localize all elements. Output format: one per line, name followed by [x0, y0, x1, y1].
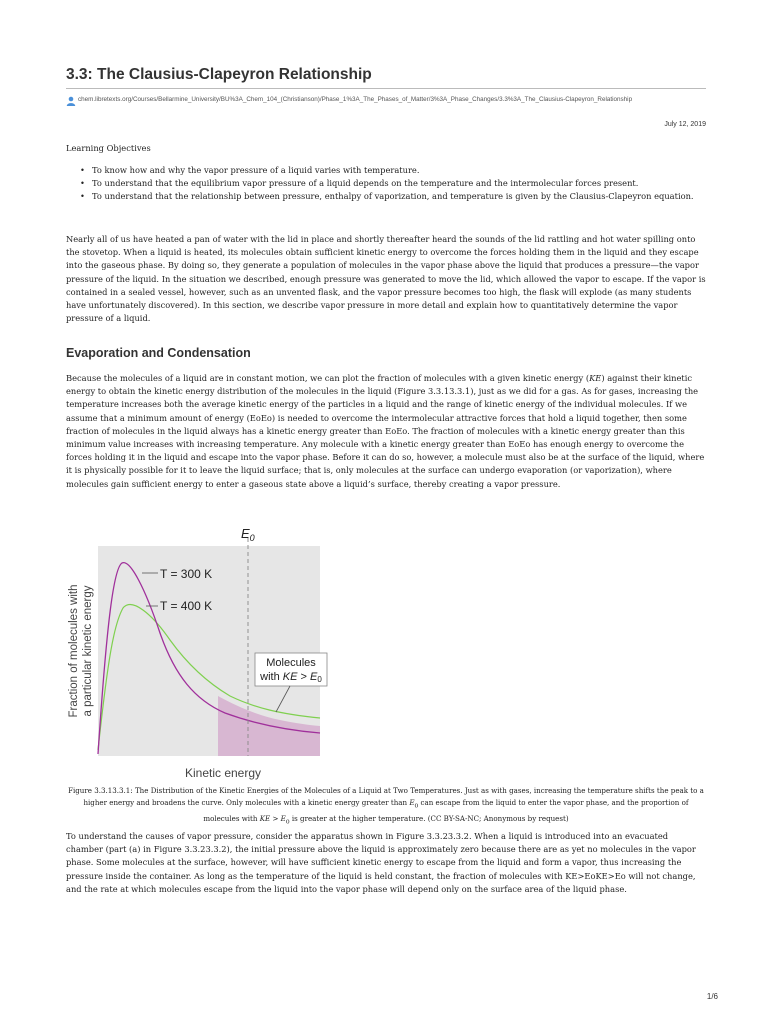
- publish-date: July 12, 2019: [664, 121, 706, 128]
- list-item: • To understand that the relationship between pressure, enthalpy of vaporization, and temperature is given by the Clausius-Clapeyron equation.: [80, 191, 694, 202]
- apparatus-paragraph: To understand the causes of vapor pressure, consider the apparatus shown in Figure 3.3.23.3.2. When a liquid is introduced into an evacuated chamber (part (a) in Figure 3.3.23.3.2), the initial pressure above the liquid is approximately zero because there are as yet no molecules in the vapor phase. Some molecules at the surface, however, will have sufficient kinetic energy to escape from the liquid and form a vapor, thus increasing the pressure inside the container. As long as the temperature of the liquid is held constant, the fraction of molecules with KE>EoKE>Eo will not change, and the rate at which molecules escape from the liquid into the vapor phase will depend only on the surface area of the liquid phase.: [66, 831, 696, 894]
- molecules-box-line2: with KE > E0: [260, 671, 322, 684]
- source-url-link[interactable]: chem.libretexts.org/Courses/Bellarmine_University/BU%3A_Chem_104_(Christianson)/Phase_1%3A_The_Phases_of_Matter/3%3A_Phase_Changes/3.3%3A_The_Clausius-Clapeyron_Relationship: [78, 96, 633, 103]
- person-icon: [66, 96, 76, 106]
- source-row: [66, 95, 706, 105]
- x-axis-label: Kinetic energy: [184, 766, 262, 780]
- section-heading: Evaporation and Condensation: [66, 346, 251, 360]
- y-axis-label-line1: Fraction of molecules with: [68, 584, 80, 718]
- curve-300k-label: T = 300 K: [160, 567, 213, 581]
- page-title: 3.3: The Clausius-Clapeyron Relationship: [66, 66, 372, 83]
- learning-objectives-list: [80, 164, 710, 204]
- title-divider: [66, 88, 706, 89]
- figure-caption: Figure 3.3.13.3.1: The Distribution of the Kinetic Energies of the Molecules of a Liquid at Two Temperatures. Just as with gases, increasing the temperature shifts the peak to a higher energy and broadens the curve. Only molecules with a kinetic energy greater than $E_0$ can escape from the liquid to enter the vapor phase, and the proportion of molecules with KE > $E_0$ is greater at the higher temperature. (CC BY-SA-NC; Anonymous by request): [68, 786, 704, 826]
- list-item: • To understand that the equilibrium vapor pressure of a liquid depends on the temperature and the intermolecular forces present.: [80, 178, 639, 189]
- y-axis-label-line2: a particular kinetic energy: [82, 585, 94, 717]
- intro-paragraph: Nearly all of us have heated a pan of water with the lid in place and shortly thereafter heard the sounds of the lid rattling and hot water spilling onto the stovetop. When a liquid is heated, its molecules obtain sufficient kinetic energy to overcome the forces holding them in the liquid and they escape into the gaseous phase. By doing so, they generate a population of molecules in the vapor phase above the liquid that produces a pressure—the vapor pressure of the liquid. In the situation we described, enough pressure was generated to move the lid, which allowed the vapor to escape. If the vapor is contained in a sealed vessel, however, such as an unvented flask, and the vapor pressure becomes too high, the flask will explode (as many students have unfortunately discovered). In this section, we describe vapor pressure in more detail and explain how to quantitatively determine the vapor pressure of a liquid.: [66, 234, 706, 324]
- e0-label: $E_0$: [241, 526, 255, 543]
- learning-objectives-heading: Learning Objectives: [66, 143, 151, 153]
- kinetic-energy-distribution-figure: [60, 518, 340, 783]
- page-number: 1/6: [706, 992, 718, 1001]
- curve-400k-label: T = 400 K: [160, 599, 213, 613]
- evaporation-paragraph: Because the molecules of a liquid are in constant motion, we can plot the fraction of molecules with a given kinetic energy (KE) against their kinetic energy to obtain the kinetic energy distribution of the molecules in the liquid (Figure 3.3.13.3.1), just as we did for a gas. As for gases, increasing the temperature increases both the average kinetic energy of the particles in a liquid and the range of kinetic energy of the individual molecules. If we assume that a minimum amount of energy (EoEo) is needed to overcome the intermolecular attractive forces that hold a liquid together, then some fraction of molecules in the liquid always has a kinetic energy greater than EoEo. The fraction of molecules with a kinetic energy greater than this minimum value increases with increasing temperature. Any molecule with a kinetic energy greater than EoEo has enough energy to overcome the forces holding it in the liquid and escape into the vapor phase. Before it can do so, however, a molecule must also be at the surface of the liquid, where it is physically possible for it to leave the liquid surface; that is, only molecules at the surface can undergo evaporation (or vaporization), where molecules gain sufficient energy to enter a gaseous state above a liquid’s surface, thereby creating a vapor pressure.: [66, 373, 705, 489]
- list-item: • To know how and why the vapor pressure of a liquid varies with temperature.: [80, 165, 420, 175]
- molecules-box-line1: Molecules: [266, 657, 316, 669]
